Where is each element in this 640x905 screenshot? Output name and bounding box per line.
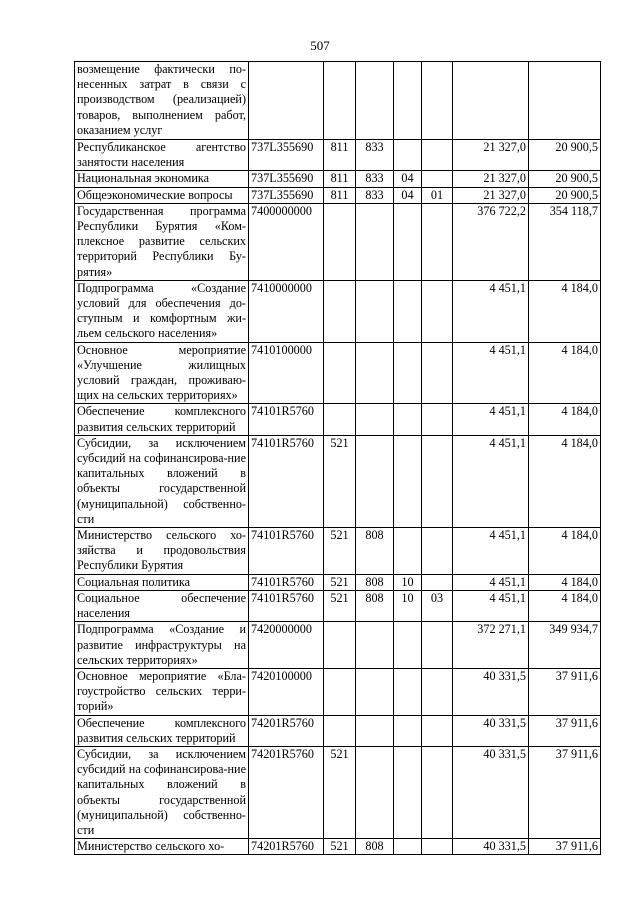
amount-second-cell: 37 911,6 xyxy=(529,746,601,838)
expense-type-code-cell: 521 xyxy=(324,528,356,575)
table-row xyxy=(75,280,601,342)
amount-second-cell: 37 911,6 xyxy=(529,839,601,855)
expense-type-code-cell: 811 xyxy=(324,187,356,203)
expense-type-code-cell: 521 xyxy=(324,839,356,855)
administrator-code-cell: 808 xyxy=(356,574,394,590)
row-name-cell: Основное мероприятие «Улучшение жилищных условий граждан, проживаю-щих на сельских территориях» xyxy=(75,342,249,404)
section-code-cell xyxy=(394,435,422,527)
administrator-code-cell xyxy=(356,668,394,715)
amount-first-cell: 40 331,5 xyxy=(453,668,529,715)
table-row xyxy=(75,622,601,669)
administrator-code-cell xyxy=(356,203,394,280)
amount-first-cell: 4 451,1 xyxy=(453,404,529,435)
amount-first-cell: 40 331,5 xyxy=(453,715,529,746)
amount-second-cell xyxy=(529,62,601,140)
administrator-code-cell xyxy=(356,62,394,140)
subsection-code-cell: 01 xyxy=(422,187,453,203)
page-number: 507 xyxy=(310,38,330,53)
administrator-code-cell xyxy=(356,342,394,404)
expense-type-code-cell xyxy=(324,404,356,435)
table-row xyxy=(75,574,601,590)
row-name-cell: Министерство сельского хо-зяйства и продовольствия Республики Бурятия xyxy=(75,528,249,575)
target-article-code-cell: 74101R5760 xyxy=(249,590,324,621)
administrator-code-cell: 833 xyxy=(356,187,394,203)
row-name-cell: Обеспечение комплексного развития сельских территорий xyxy=(75,715,249,746)
amount-second-cell: 37 911,6 xyxy=(529,715,601,746)
amount-second-cell: 4 184,0 xyxy=(529,590,601,621)
subsection-code-cell xyxy=(422,715,453,746)
administrator-code-cell: 833 xyxy=(356,140,394,171)
target-article-code-cell: 7410000000 xyxy=(249,280,324,342)
target-article-code-cell: 74201R5760 xyxy=(249,715,324,746)
administrator-code-cell xyxy=(356,404,394,435)
amount-second-cell: 4 184,0 xyxy=(529,280,601,342)
expense-type-code-cell: 521 xyxy=(324,746,356,838)
section-code-cell xyxy=(394,715,422,746)
table-row xyxy=(75,342,601,404)
amount-first-cell: 4 451,1 xyxy=(453,435,529,527)
amount-second-cell: 37 911,6 xyxy=(529,668,601,715)
section-code-cell: 04 xyxy=(394,187,422,203)
target-article-code-cell: 74101R5760 xyxy=(249,404,324,435)
amount-first-cell xyxy=(453,62,529,140)
amount-first-cell: 4 451,1 xyxy=(453,280,529,342)
expense-type-code-cell xyxy=(324,668,356,715)
table-row xyxy=(75,590,601,621)
amount-second-cell: 4 184,0 xyxy=(529,574,601,590)
administrator-code-cell: 808 xyxy=(356,590,394,621)
amount-second-cell: 349 934,7 xyxy=(529,622,601,669)
budget-table xyxy=(74,61,601,855)
target-article-code-cell: 737L355690 xyxy=(249,140,324,171)
section-code-cell: 10 xyxy=(394,590,422,621)
amount-first-cell: 4 451,1 xyxy=(453,528,529,575)
expense-type-code-cell: 811 xyxy=(324,140,356,171)
subsection-code-cell xyxy=(422,203,453,280)
row-name-cell: Республиканское агентство занятости населения xyxy=(75,140,249,171)
amount-first-cell: 372 271,1 xyxy=(453,622,529,669)
administrator-code-cell: 808 xyxy=(356,839,394,855)
subsection-code-cell xyxy=(422,62,453,140)
target-article-code-cell: 7420100000 xyxy=(249,668,324,715)
expense-type-code-cell xyxy=(324,715,356,746)
amount-first-cell: 4 451,1 xyxy=(453,342,529,404)
administrator-code-cell xyxy=(356,622,394,669)
table-row xyxy=(75,203,601,280)
section-code-cell: 10 xyxy=(394,574,422,590)
expense-type-code-cell: 811 xyxy=(324,171,356,187)
target-article-code-cell: 7410100000 xyxy=(249,342,324,404)
table-row xyxy=(75,715,601,746)
subsection-code-cell xyxy=(422,140,453,171)
subsection-code-cell xyxy=(422,280,453,342)
subsection-code-cell xyxy=(422,528,453,575)
target-article-code-cell: 7420000000 xyxy=(249,622,324,669)
expense-type-code-cell: 521 xyxy=(324,435,356,527)
table-row xyxy=(75,668,601,715)
row-name-cell: Обеспечение комплексного развития сельских территорий xyxy=(75,404,249,435)
section-code-cell xyxy=(394,62,422,140)
table-row xyxy=(75,528,601,575)
subsection-code-cell xyxy=(422,746,453,838)
subsection-code-cell xyxy=(422,171,453,187)
amount-second-cell: 4 184,0 xyxy=(529,342,601,404)
target-article-code-cell: 74101R5760 xyxy=(249,435,324,527)
section-code-cell xyxy=(394,746,422,838)
amount-first-cell: 40 331,5 xyxy=(453,746,529,838)
section-code-cell xyxy=(394,342,422,404)
target-article-code-cell: 74101R5760 xyxy=(249,574,324,590)
subsection-code-cell xyxy=(422,435,453,527)
row-name-cell: Подпрограмма «Создание и развитие инфраструктуры на сельских территориях» xyxy=(75,622,249,669)
expense-type-code-cell xyxy=(324,62,356,140)
section-code-cell: 04 xyxy=(394,171,422,187)
amount-second-cell: 354 118,7 xyxy=(529,203,601,280)
target-article-code-cell: 74201R5760 xyxy=(249,839,324,855)
subsection-code-cell xyxy=(422,622,453,669)
row-name-cell: Субсидии, за исключением субсидий на софинансирова-ние капитальных вложений в объекты государственной (муниципальной) собственно-сти xyxy=(75,746,249,838)
administrator-code-cell xyxy=(356,715,394,746)
row-name-cell: Государственная программа Республики Бурятия «Ком-плексное развитие сельских территорий Республики Бу-рятия» xyxy=(75,203,249,280)
table-row xyxy=(75,746,601,838)
amount-first-cell: 40 331,5 xyxy=(453,839,529,855)
target-article-code-cell: 7400000000 xyxy=(249,203,324,280)
target-article-code-cell: 737L355690 xyxy=(249,187,324,203)
amount-first-cell: 4 451,1 xyxy=(453,590,529,621)
amount-second-cell: 20 900,5 xyxy=(529,187,601,203)
row-name-cell: Министерство сельского хо- xyxy=(75,839,249,855)
row-name-cell: Общеэкономические вопросы xyxy=(75,187,249,203)
row-name-cell: Подпрограмма «Создание условий для обеспечения до-ступным и комфортным жи-льем сельского населения» xyxy=(75,280,249,342)
section-code-cell xyxy=(394,280,422,342)
expense-type-code-cell xyxy=(324,203,356,280)
section-code-cell xyxy=(394,528,422,575)
expense-type-code-cell xyxy=(324,342,356,404)
row-name-cell: Субсидии, за исключением субсидий на софинансирова-ние капитальных вложений в объекты государственной (муниципальной) собственно-сти xyxy=(75,435,249,527)
amount-second-cell: 4 184,0 xyxy=(529,528,601,575)
expense-type-code-cell xyxy=(324,622,356,669)
subsection-code-cell: 03 xyxy=(422,590,453,621)
subsection-code-cell xyxy=(422,668,453,715)
amount-second-cell: 4 184,0 xyxy=(529,435,601,527)
row-name-cell: Социальное обеспечение населения xyxy=(75,590,249,621)
amount-first-cell: 4 451,1 xyxy=(453,574,529,590)
expense-type-code-cell: 521 xyxy=(324,574,356,590)
section-code-cell xyxy=(394,622,422,669)
table-row xyxy=(75,171,601,187)
table-row xyxy=(75,404,601,435)
administrator-code-cell: 833 xyxy=(356,171,394,187)
administrator-code-cell: 808 xyxy=(356,528,394,575)
amount-second-cell: 20 900,5 xyxy=(529,140,601,171)
target-article-code-cell: 74101R5760 xyxy=(249,528,324,575)
table-row xyxy=(75,839,601,855)
administrator-code-cell xyxy=(356,746,394,838)
expense-type-code-cell: 521 xyxy=(324,590,356,621)
row-name-cell: Основное мероприятие «Бла-гоустройство сельских терри-торий» xyxy=(75,668,249,715)
target-article-code-cell xyxy=(249,62,324,140)
expense-type-code-cell xyxy=(324,280,356,342)
row-name-cell: возмещение фактически по-несенных затрат в связи с производством (реализацией) товаров, выполнением работ, оказанием услуг xyxy=(75,62,249,140)
subsection-code-cell xyxy=(422,574,453,590)
amount-first-cell: 376 722,2 xyxy=(453,203,529,280)
table-row xyxy=(75,187,601,203)
amount-second-cell: 4 184,0 xyxy=(529,404,601,435)
amount-first-cell: 21 327,0 xyxy=(453,171,529,187)
section-code-cell xyxy=(394,668,422,715)
amount-first-cell: 21 327,0 xyxy=(453,140,529,171)
target-article-code-cell: 74201R5760 xyxy=(249,746,324,838)
amount-first-cell: 21 327,0 xyxy=(453,187,529,203)
section-code-cell xyxy=(394,404,422,435)
administrator-code-cell xyxy=(356,435,394,527)
amount-second-cell: 20 900,5 xyxy=(529,171,601,187)
table-row xyxy=(75,140,601,171)
administrator-code-cell xyxy=(356,280,394,342)
table-row xyxy=(75,62,601,140)
target-article-code-cell: 737L355690 xyxy=(249,171,324,187)
row-name-cell: Национальная экономика xyxy=(75,171,249,187)
subsection-code-cell xyxy=(422,404,453,435)
subsection-code-cell xyxy=(422,342,453,404)
section-code-cell xyxy=(394,140,422,171)
section-code-cell xyxy=(394,203,422,280)
row-name-cell: Социальная политика xyxy=(75,574,249,590)
subsection-code-cell xyxy=(422,839,453,855)
section-code-cell xyxy=(394,839,422,855)
table-row xyxy=(75,435,601,527)
